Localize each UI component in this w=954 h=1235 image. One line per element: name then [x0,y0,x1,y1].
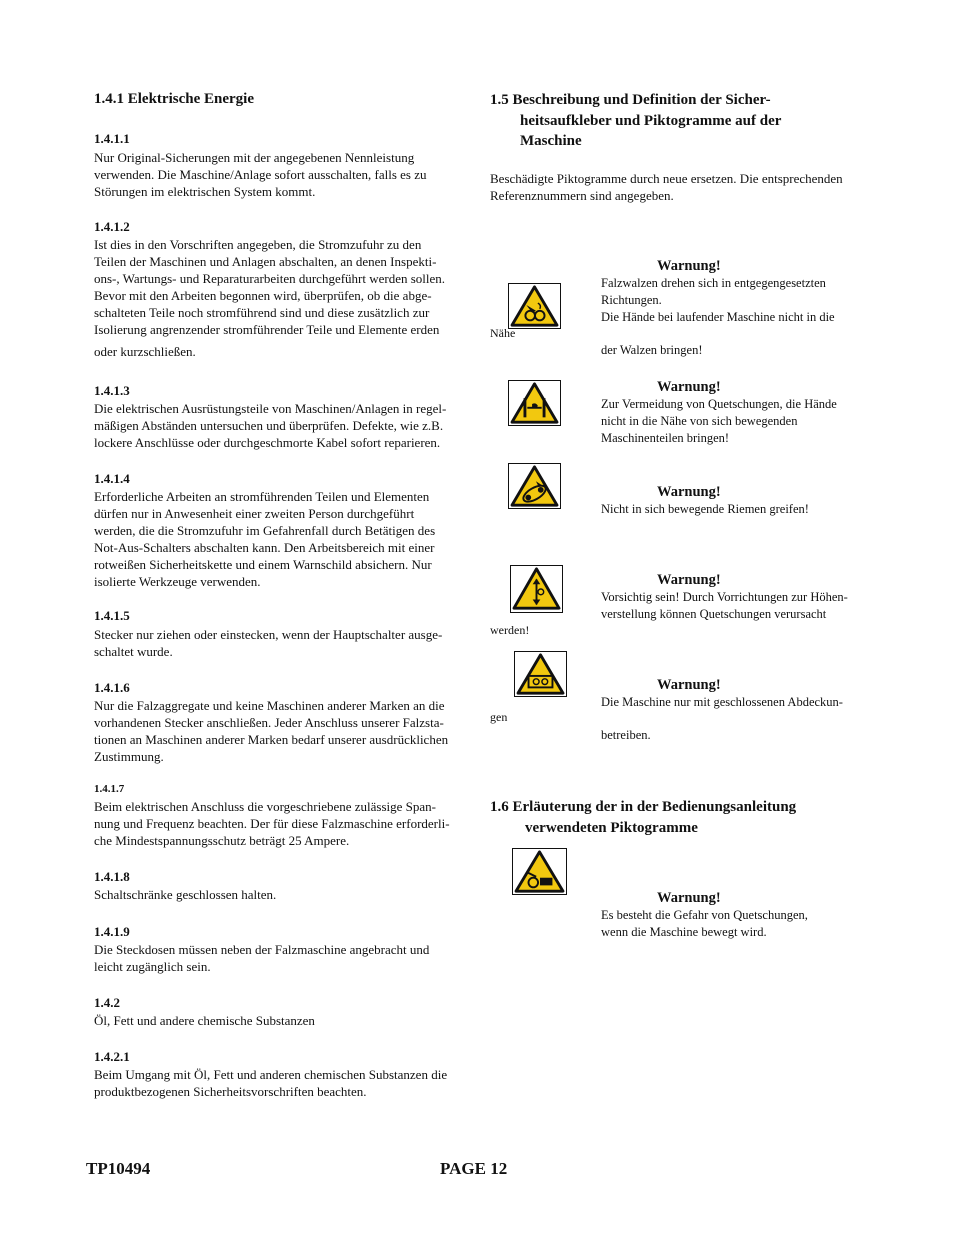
subsection-text: Beim elektrischen Anschluss die vorgeschriebene zulässige Span- nung und Frequenz beachten. Der für diese Falzmaschine erforderli- che Mindestspannungsschutz beträgt 25 Ampere. [94,799,450,848]
subsection-text: Beim Umgang mit Öl, Fett und anderen chemischen Substanzen die produktbezogenen Sicherheitsvorschriften beachten. [94,1067,448,1099]
warning-title: Warnung! [657,890,721,906]
subsection-text: Nur Original-Sicherungen mit der angegebenen Nennleistung verwenden. Die Maschine/Anlage sofort ausschalten, falls es zu Störungen im elektrischen System kommt. [94,150,427,199]
subsection-number: 1.4.1.2 [94,219,130,234]
warning-title: Warnung! [657,379,721,395]
section-heading-1-5: 1.5 Beschreibung und Definition der Sicher- heitsaufkleber und Piktogramme auf der Maschine [490,92,782,149]
subsection-text: Stecker nur ziehen oder einstecken, wenn der Hauptschalter ausge- schaltet wurde. [94,627,443,659]
subsection-number: 1.4.1.1 [94,131,130,146]
subsection-text: Die elektrischen Ausrüstungsteile von Maschinen/Anlagen in regel- mäßigen Abständen untersuchen und überprüfen. Defekte, wie z.B. lockere Anschlüsse oder durchgeschmorte Kabel sofort reparieren. [94,401,447,450]
subsection-text: Nur die Falzaggregate und keine Maschinen anderer Marken an die vorhandenen Stecker anschließen. Jeder Anschluss unserer Falzsta- tionen an Maschinen anderer Marken bedarf unserer ausdrücklichen Zustimmung. [94,698,449,764]
warning-text-last: betreiben. [601,728,651,742]
subsection-text: Die Steckdosen müssen neben der Falzmaschine angebracht und leicht zugänglich sein. [94,942,430,974]
warning-text-last: der Walzen bringen! [601,343,703,357]
subsection-text: Erforderliche Arbeiten an stromführenden Teilen und Elementen dürfen nur in Anwesenheit einer zweiten Person durchgeführt werden, die die Stromzufuhr im Gefahrenfall durch Betätigen des Not-Aus-Schalters abschalten kann. Den Arbeitsbereich mit einer rotweißen Sicherheitskette und einem Warnschild absichern. Nur isolierte Werkzeuge verwenden. [94,489,436,589]
subsection-number: 1.4.1.8 [94,869,130,884]
subsection-number: 1.4.1.5 [94,608,130,623]
height-adjust-crush-icon [510,565,563,613]
warning-text-wrap: Nähe [490,326,516,340]
subsection-text: Schaltschränke geschlossen halten. [94,887,277,902]
subsection-text: Ist dies in den Vorschriften angegeben, die Stromzufuhr zu den Teilen der Maschinen und Anlagen abschalten, an denen Inspekti- ons-, Wartungs- und Reparaturarbeiten durchgeführt werden sollen. Bevor mit den Arbeiten begonnen wird, überprüfen, ob die abge- schalteten Teile noch stromführend sind und diese zusätzlich zur Isolierung angrenzender stromführender Teile und Elemente erden [94,237,446,337]
warning-text: Zur Vermeidung von Quetschungen, die Hände nicht in die Nähe von sich bewegenden Maschinenteilen bringen! [601,397,837,445]
roller-hazard-icon [508,283,561,329]
subsection-number: 1.4.2.1 [94,1049,130,1064]
warning-text: Falzwalzen drehen sich in entgegengesetzten Richtungen. Die Hände bei laufender Maschine nicht in die [601,276,835,324]
subsection-number: 1.4.1.9 [94,924,130,939]
warning-title: Warnung! [657,677,721,693]
warning-text: Nicht in sich bewegende Riemen greifen! [601,502,809,516]
belt-hazard-icon [508,463,561,509]
warning-title: Warnung! [657,258,721,274]
subsection-text-last: oder kurzschließen. [94,344,196,359]
cover-closed-icon [514,651,567,697]
intro-text: Beschädigte Piktogramme durch neue ersetzen. Die entsprechenden Referenznummern sind angegeben. [490,171,843,203]
crush-machine-move-icon [512,848,567,895]
document-number: TP10494 [86,1159,151,1178]
warning-text: Vorsichtig sein! Durch Vorrichtungen zur Höhen- verstellung können Quetschungen verursacht [601,590,848,621]
warning-text-wrap: werden! [490,623,530,637]
subsection-number: 1.4.1.3 [94,383,130,398]
subsection-number: 1.4.2 [94,995,120,1010]
warning-text: Es besteht die Gefahr von Quetschungen, wenn die Maschine bewegt wird. [601,908,808,939]
subsection-number: 1.4.1.7 [94,783,125,795]
subsection-number: 1.4.1.6 [94,680,130,695]
section-heading-1-6: 1.6 Erläuterung der in der Bedienungsanleitung verwendeten Piktogramme [490,799,797,836]
warning-text: Die Maschine nur mit geschlossenen Abdeckun- [601,695,843,709]
warning-title: Warnung! [657,484,721,500]
crush-hands-icon [508,380,561,426]
subsection-text: Öl, Fett und andere chemische Substanzen [94,1013,315,1028]
warning-text-wrap: gen [490,710,508,724]
warning-title: Warnung! [657,572,721,588]
subsection-number: 1.4.1.4 [94,471,130,486]
section-heading-1-4-1: 1.4.1 Elektrische Energie [94,91,254,107]
page-number: PAGE 12 [440,1159,508,1178]
